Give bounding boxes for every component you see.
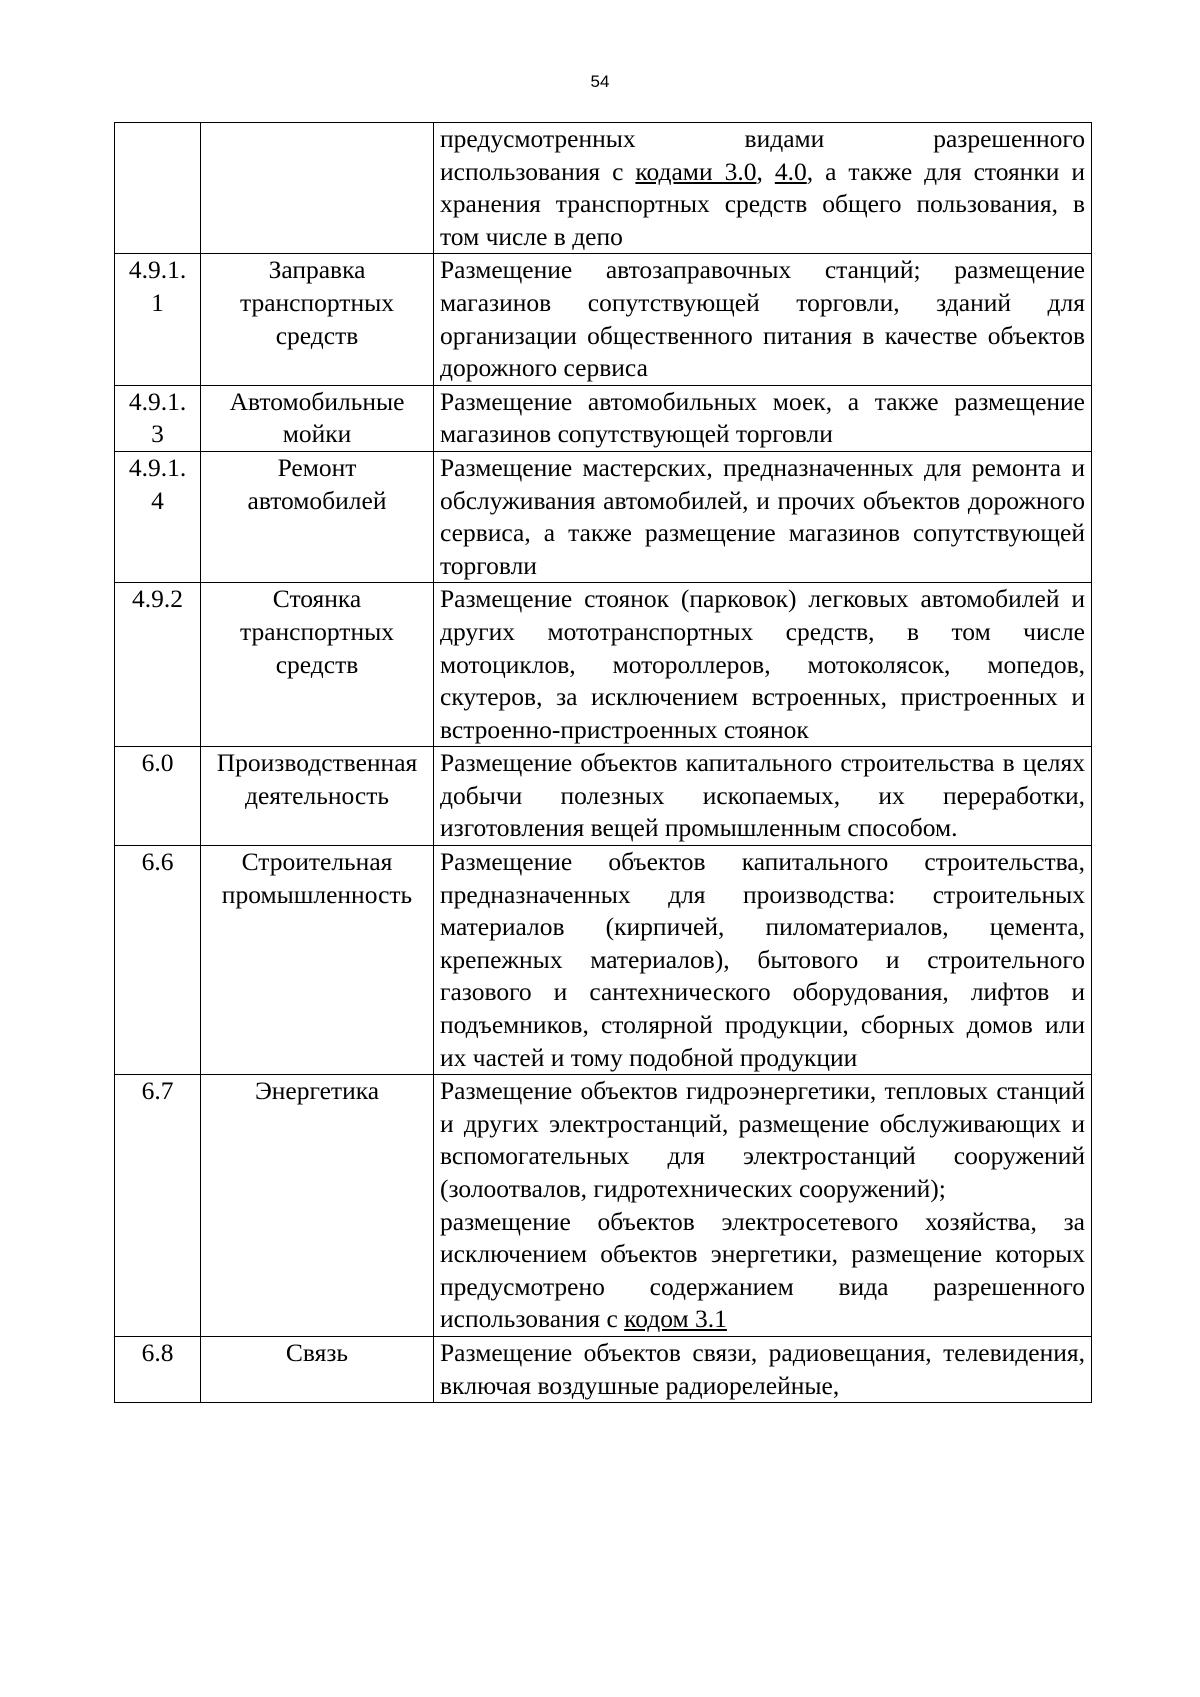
- description-paragraph: [440, 1206, 1085, 1336]
- table-row: [115, 747, 1092, 846]
- land-use-table: [114, 122, 1092, 1403]
- table-row: [115, 1336, 1092, 1402]
- name-cell: [201, 123, 434, 254]
- code-cell: [115, 451, 201, 582]
- table-row: [115, 385, 1092, 451]
- code-cell: 4.9.2: [115, 583, 201, 747]
- code-text: 4.9.1. 3: [128, 386, 187, 449]
- code-cell: 6.7: [115, 1075, 201, 1337]
- name-cell: Ремонт автомобилей: [201, 451, 434, 582]
- name-cell: Производственная деятельность: [201, 747, 434, 846]
- code-cell: [115, 254, 201, 385]
- name-cell: Автомобильные мойки: [201, 385, 434, 451]
- code-cell: [115, 385, 201, 451]
- description-cell: Размещение объектов капитального строительства, предназначенных для производства: строительных материалов (кирпичей, пиломатериалов, цемента, крепежных материалов), бытового и строительного газового и сантехнического оборудования, лифтов и подъемников, столярной продукции, сборных домов или их частей и тому подобной продукции: [434, 846, 1092, 1075]
- name-cell: Строительная промышленность: [201, 846, 434, 1075]
- description-cell: Размещение автомобильных моек, а также размещение магазинов сопутствующей торговли: [434, 385, 1092, 451]
- description-cell: Размещение объектов связи, радиовещания, телевидения, включая воздушные радиорелейные,: [434, 1336, 1092, 1402]
- description-fragment: использования с: [440, 156, 636, 186]
- code-cell: 6.6: [115, 846, 201, 1075]
- description-fragment: размещение объектов электросетевого хозяйства, за исключением объектов энергетики, размещение которых предусмотрено содержанием вида разрешенного использования с: [440, 1206, 1085, 1334]
- table-row: [115, 451, 1092, 582]
- code-link-4-0[interactable]: 4.0: [774, 156, 807, 186]
- description-cell: Размещение автозаправочных станций; размещение магазинов сопутствующей торговли, зданий для организации общественного питания в качестве объектов дорожного сервиса: [434, 254, 1092, 385]
- code-cell: [115, 123, 201, 254]
- description-fragment: , а также для стоянки и хранения транспортных средств общего пользования, в том числе в депо: [440, 156, 1086, 251]
- code-link-3-1[interactable]: кодом 3.1: [624, 1304, 727, 1334]
- description-cell: Размещение объектов капитального строительства в целях добычи полезных ископаемых, их переработки, изготовления вещей промышленным способом.: [434, 747, 1092, 846]
- table-row: [115, 123, 1092, 254]
- table-row: [115, 1075, 1092, 1337]
- name-cell: Энергетика: [201, 1075, 434, 1337]
- name-cell: Связь: [201, 1336, 434, 1402]
- code-cell: 6.8: [115, 1336, 201, 1402]
- name-cell: Стоянка транспортных средств: [201, 583, 434, 747]
- description-cell: Размещение мастерских, предназначенных для ремонта и обслуживания автомобилей, и прочих объектов дорожного сервиса, а также размещение магазинов сопутствующей торговли: [434, 451, 1092, 582]
- description-cell: Размещение стоянок (парковок) легковых автомобилей и других мототранспортных средств, в том числе мотоциклов, мотороллеров, мотоколясок, мопедов, скутеров, за исключением встроенных, пристроенных и встроенно-пристроенных стоянок: [434, 583, 1092, 747]
- description-cell: [434, 123, 1092, 254]
- name-cell: Заправка транспортных средств: [201, 254, 434, 385]
- description-line: предусмотренных видами разрешенного: [440, 124, 1085, 153]
- table-row: [115, 583, 1092, 747]
- code-text: 4.9.1. 4: [128, 452, 187, 515]
- table-row: [115, 254, 1092, 385]
- description-cell: [434, 1075, 1092, 1337]
- description-paragraph: Размещение объектов гидроэнергетики, тепловых станций и других электростанций, размещение обслуживающих и вспомогательных для электростанций сооружений (золоотвалов, гидротехнических сооружений);: [440, 1076, 1085, 1203]
- code-text: 4.9.1. 1: [128, 255, 187, 317]
- table-row: [115, 846, 1092, 1075]
- code-link-3-0[interactable]: кодами 3.0: [635, 156, 757, 186]
- page-number: 54: [590, 72, 610, 91]
- description-text: [440, 156, 1085, 254]
- code-cell: 6.0: [115, 747, 201, 846]
- description-fragment: ,: [756, 156, 775, 186]
